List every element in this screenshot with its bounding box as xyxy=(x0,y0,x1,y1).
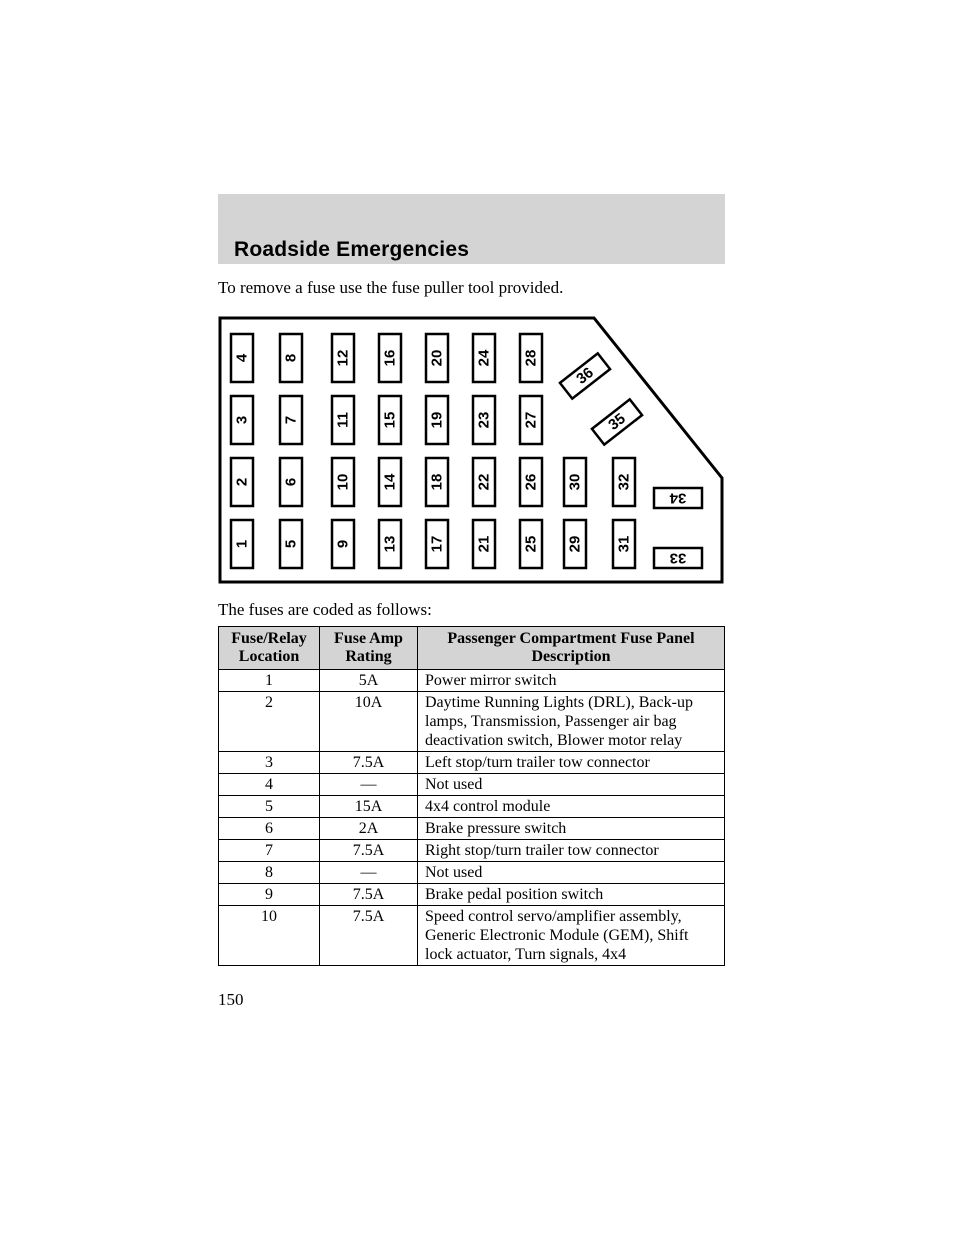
fuse-number: 6 xyxy=(282,477,300,487)
header-description: Passenger Compartment Fuse Panel Description xyxy=(418,627,725,670)
fuse-slot xyxy=(231,396,253,444)
fuse-slot xyxy=(520,334,542,382)
coded-text: The fuses are coded as follows: xyxy=(218,600,432,619)
fuse-slot xyxy=(473,520,495,568)
table-row xyxy=(219,752,725,774)
fuse-slot xyxy=(231,520,253,568)
fuse-location: 2 xyxy=(219,692,320,752)
fuse-slot xyxy=(426,334,448,382)
fuse-number: 26 xyxy=(522,473,540,491)
fuse-number: 21 xyxy=(475,535,493,553)
fuse-number: 28 xyxy=(522,349,540,367)
fuse-number: 2 xyxy=(233,477,251,487)
fuse-amp: 7.5A xyxy=(320,840,418,862)
fuse-location: 1 xyxy=(219,670,320,692)
fuse-number: 33 xyxy=(669,549,687,567)
table-row xyxy=(219,818,725,840)
fuse-amp: — xyxy=(320,774,418,796)
fuse-slot xyxy=(231,458,253,506)
fuse-number: 16 xyxy=(381,349,399,367)
fuse-amp: 2A xyxy=(320,818,418,840)
fuse-location: 8 xyxy=(219,862,320,884)
fuse-number: 31 xyxy=(615,535,633,553)
fuse-number: 32 xyxy=(615,473,633,491)
fuse-number: 13 xyxy=(381,535,399,553)
fuse-slot xyxy=(592,399,642,444)
fuse-description: Right stop/turn trailer tow connector xyxy=(418,840,725,862)
fuse-location: 5 xyxy=(219,796,320,818)
fuse-description: Not used xyxy=(418,862,725,884)
fuse-location: 4 xyxy=(219,774,320,796)
fuse-slot xyxy=(564,458,586,506)
fuse-slot xyxy=(379,396,401,444)
fuse-number: 9 xyxy=(334,539,352,549)
fuse-slot xyxy=(280,396,302,444)
fuse-number: 12 xyxy=(334,349,352,367)
fuse-location: 6 xyxy=(219,818,320,840)
fuse-number: 23 xyxy=(475,411,493,429)
fuse-number: 5 xyxy=(282,539,300,549)
table-row xyxy=(219,692,725,752)
fuse-slot xyxy=(426,396,448,444)
table-row xyxy=(219,884,725,906)
fuse-description: Power mirror switch xyxy=(418,670,725,692)
fuse-number: 30 xyxy=(566,473,584,491)
fuse-slot xyxy=(473,458,495,506)
fuse-slot xyxy=(654,488,702,508)
fuse-description: Daytime Running Lights (DRL), Back-up lamps, Transmission, Passenger air bag deactivation switch, Blower motor relay xyxy=(418,692,725,752)
fuse-location: 7 xyxy=(219,840,320,862)
fuse-slot xyxy=(426,520,448,568)
fuse-amp: — xyxy=(320,862,418,884)
fuse-location: 10 xyxy=(219,906,320,966)
fuse-slot xyxy=(426,458,448,506)
fuse-number: 25 xyxy=(522,535,540,553)
fuse-amp: 7.5A xyxy=(320,906,418,966)
table-row xyxy=(219,840,725,862)
fuse-slot xyxy=(280,334,302,382)
fuse-slot xyxy=(379,334,401,382)
table-row xyxy=(219,774,725,796)
fuse-description: Brake pedal position switch xyxy=(418,884,725,906)
header-amp-rating: Fuse Amp Rating xyxy=(320,627,418,670)
fuse-number: 18 xyxy=(428,473,446,491)
section-title: Roadside Emergencies xyxy=(234,238,470,261)
fuse-slot xyxy=(473,334,495,382)
fuse-number: 8 xyxy=(282,353,300,363)
fuse-slot xyxy=(231,334,253,382)
fuse-amp: 15A xyxy=(320,796,418,818)
fuse-slot xyxy=(613,520,635,568)
fuse-slot xyxy=(280,520,302,568)
fuse-slot xyxy=(332,458,354,506)
fuse-slot xyxy=(520,458,542,506)
fuse-number: 11 xyxy=(334,412,352,428)
table-row xyxy=(219,862,725,884)
fuse-amp: 10A xyxy=(320,692,418,752)
fuse-number: 1 xyxy=(233,539,251,549)
fuse-slot xyxy=(332,396,354,444)
fuse-number: 7 xyxy=(282,415,300,425)
fuse-description: Brake pressure switch xyxy=(418,818,725,840)
section-header xyxy=(218,194,725,264)
page-number: 150 xyxy=(218,990,244,1009)
fuse-number: 27 xyxy=(522,411,540,429)
fuse-location: 9 xyxy=(219,884,320,906)
fuse-number: 22 xyxy=(475,473,493,491)
fuse-amp: 5A xyxy=(320,670,418,692)
table-row xyxy=(219,670,725,692)
fuse-number: 14 xyxy=(381,473,399,491)
fuse-slot xyxy=(520,396,542,444)
header-location: Fuse/Relay Location xyxy=(219,627,320,670)
fuse-number: 36 xyxy=(573,364,597,388)
fuse-slot xyxy=(332,520,354,568)
fuse-number: 29 xyxy=(566,535,584,553)
fuse-description: Speed control servo/amplifier assembly, Generic Electronic Module (GEM), Shift lock actuator, Turn signals, 4x4 xyxy=(418,906,725,966)
fuse-description: Left stop/turn trailer tow connector xyxy=(418,752,725,774)
fuse-slot xyxy=(564,520,586,568)
table-row xyxy=(219,906,725,966)
fuse-location: 3 xyxy=(219,752,320,774)
fuse-table-header xyxy=(219,627,725,670)
fuse-amp: 7.5A xyxy=(320,752,418,774)
fuse-number: 15 xyxy=(381,411,399,429)
fuse-number: 24 xyxy=(475,349,493,367)
fuse-panel-diagram xyxy=(218,316,725,586)
fuse-number: 17 xyxy=(428,535,446,553)
fuse-table xyxy=(218,626,725,966)
fuse-slot xyxy=(280,458,302,506)
fuse-slot xyxy=(473,396,495,444)
fuse-number: 34 xyxy=(669,489,687,507)
fuse-number: 4 xyxy=(233,353,251,363)
fuse-slot xyxy=(379,520,401,568)
intro-text: To remove a fuse use the fuse puller tool provided. xyxy=(218,278,564,297)
table-row xyxy=(219,796,725,818)
fuse-number: 10 xyxy=(334,473,352,491)
fuse-number: 3 xyxy=(233,415,251,425)
fuse-slot xyxy=(520,520,542,568)
fuse-description: 4x4 control module xyxy=(418,796,725,818)
fuse-number: 35 xyxy=(605,410,629,434)
fuse-slot xyxy=(332,334,354,382)
fuse-slot xyxy=(560,353,610,398)
fuse-number: 19 xyxy=(428,411,446,429)
fuse-slot xyxy=(613,458,635,506)
fuse-slot xyxy=(379,458,401,506)
fuse-amp: 7.5A xyxy=(320,884,418,906)
fuse-slot xyxy=(654,548,702,568)
fuse-number: 20 xyxy=(428,349,446,367)
fuse-description: Not used xyxy=(418,774,725,796)
